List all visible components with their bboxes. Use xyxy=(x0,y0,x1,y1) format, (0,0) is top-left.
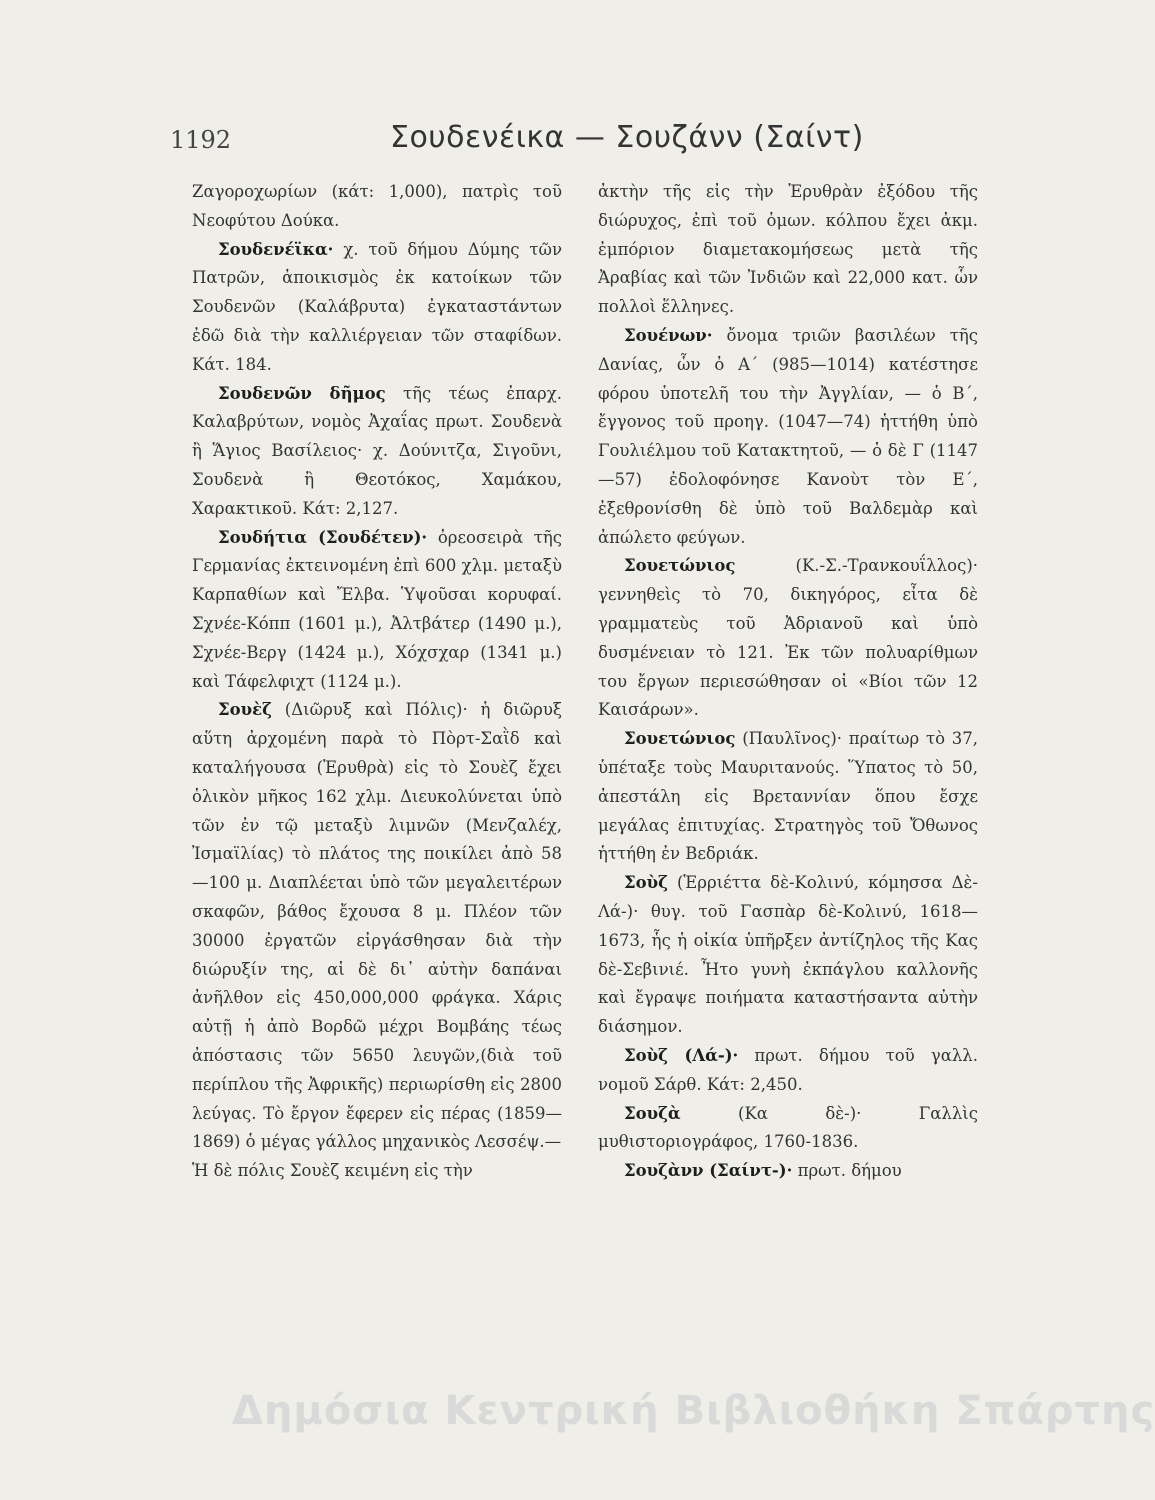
running-title: Σουδενέικα — Σουζάνν (Σαίντ) xyxy=(390,120,864,155)
page-number: 1192 xyxy=(170,126,232,154)
entry-headword: Σουδενέϊκα· xyxy=(218,239,334,259)
entry-headword: Σουετώνιος xyxy=(624,729,736,749)
right-column xyxy=(598,178,978,1186)
entry-text: (Παυλῖνος)· πραίτωρ τὸ 37, ὑπέταξε τοὺς Μαυριτανούς. Ὕπατος τὸ 50, ἀπεστάλη εἰς Βρεταννίαν ὅπου ἔσχε μεγάλας ἐπιτυχίας. Στρατηγὸς τοῦ Ὄθωνος ἡττήθη ἐν Βεδριάκ. xyxy=(598,729,978,864)
entry-paragraph xyxy=(598,1042,978,1100)
entry-text: χ. τοῦ δήμου Δύμης τῶν Πατρῶν, ἀποικισμὸς ἐκ κατοίκων τῶν Σουδενῶν (Καλάβρυτα) ἐγκαταστάντων ἐδῶ διὰ τὴν καλλιέργειαν τῶν σταφίδων. Κάτ. 184. xyxy=(192,239,563,374)
library-watermark: Δημόσια Κεντρική Βιβλιοθήκη Σπάρτης xyxy=(232,1388,1155,1434)
entry-text: τῆς τέως ἐπαρχ. Καλαβρύτων, νομὸς Ἀχαΐας πρωτ. Σουδενὰ ἢ Ἅγιος Βασίλειος· χ. Δούνιτζα, Σιγοῦνι, Σουδενὰ ἢ Θεοτόκος, Χαμάκου, Χαρακτικοῦ. Κάτ: 2,127. xyxy=(192,383,563,518)
entry-headword: Σοὺζ (Λά-)· xyxy=(624,1045,739,1065)
entry-paragraph xyxy=(598,178,978,322)
entry-text: πρωτ. δήμου τοῦ γαλλ. νομοῦ Σάρθ. Κάτ: 2,450. xyxy=(598,1045,978,1094)
entry-text: (Διῶρυξ καὶ Πόλις)· ἡ διῶρυξ αὕτη ἀρχομένη παρὰ τὸ Πὸρτ-Σαῒδ καὶ καταλήγουσα (Ἐρυθρὰ) εἰς τὸ Σουὲζ ἔχει ὁλικὸν μῆκος 162 χλμ. Διευκολύνεται ὑπὸ τῶν ἐν τῷ μεταξὺ λιμνῶν (Μενζαλέχ, Ἰσμαϊλίας) τὸ πλάτος της ποικίλει ἀπὸ 58—100 μ. Διαπλέεται ὑπὸ τῶν μεγαλειτέρων σκαφῶν, βάθος ἔχουσα 8 μ. Πλέον τῶν 30000 ἐργατῶν εἰργάσθησαν διὰ τὴν διώρυξίν της, αἱ δὲ δι᾽ αὐτὴν δαπάναι ἀνῆλθον εἰς 450,000,000 φράγκα. Χάρις αὐτῇ ἡ ἀπὸ Βορδῶ μέχρι Βομβάης τέως ἀπόστασις τῶν 5650 λευγῶν,(διὰ τοῦ περίπλου τῆς Ἀφρικῆς) περιωρίσθη εἰς 2800 λεύγας. Τὸ ἔργον ἔφερεν εἰς πέρας (1859—1869) ὁ μέγας γάλλος μηχανικὸς Λεσσέψ.— xyxy=(192,700,562,1152)
entry-paragraph xyxy=(192,236,562,380)
entry-headword: Σουζὰ xyxy=(624,1103,681,1123)
entry-headword: Σουένων· xyxy=(624,325,713,345)
entry-paragraph xyxy=(192,380,562,524)
entry-text: πρωτ. δήμου xyxy=(797,1161,902,1181)
entry-headword: Σοὺζ xyxy=(624,873,668,893)
entry-paragraph xyxy=(598,322,978,552)
entry-paragraph xyxy=(192,1157,562,1186)
entry-headword: Σουετώνιος xyxy=(624,556,736,576)
entry-text: (Ἑρριέττα δὲ-Κολινύ, κόμησσα Δὲ-Λά-)· θυγ. τοῦ Γασπὰρ δὲ-Κολινύ, 1618—1673, ἧς ἡ οἰκία ὑπῆρξεν ἀντίζηλος τῆς Κας δὲ-Σεβινιέ. Ἦτο γυνὴ ἐκπάγλου καλλονῆς καὶ ἔγραψε ποιήματα καταστήσαντα αὐτὴν διάσημον. xyxy=(598,873,978,1037)
entry-headword: Σουδήτια (Σουδέτεν)· xyxy=(218,527,428,547)
entry-text: Ζαγοροχωρίων (κάτ: 1,000), πατρὶς τοῦ Νεοφύτου Δούκα. xyxy=(192,182,562,230)
entry-paragraph xyxy=(598,869,978,1042)
entry-paragraph xyxy=(192,178,562,236)
entry-text: Ἡ δὲ πόλις Σουὲζ κειμένη εἰς τὴν xyxy=(192,1161,473,1181)
entry-text: ἀκτὴν τῆς εἰς τὴν Ἐρυθρὰν ἐξόδου τῆς διώρυχος, ἐπὶ τοῦ ὁμων. κόλπου ἔχει ἀκμ. ἐμπόριον διαμετακομήσεως μετὰ τῆς Ἀραβίας καὶ τῶν Ἰνδιῶν καὶ 22,000 κατ. ὧν πολλοὶ ἕλληνες. xyxy=(598,182,978,317)
entry-paragraph xyxy=(598,1100,978,1158)
entry-headword: Σουζὰνν (Σαίντ-)· xyxy=(624,1161,793,1181)
entry-paragraph xyxy=(192,696,562,1157)
entry-paragraph xyxy=(598,1157,978,1186)
left-column xyxy=(192,178,562,1186)
entry-headword: Σουὲζ xyxy=(218,700,272,720)
entry-paragraph xyxy=(598,725,978,869)
entry-paragraph xyxy=(598,552,978,725)
entry-text: (Κα δὲ-)· Γαλλὶς μυθιστοριογράφος, 1760-1836. xyxy=(598,1103,978,1152)
entry-text: (Κ.-Σ.-Τρανκουΐλλος)· γεννηθεὶς τὸ 70, δικηγόρος, εἶτα δὲ γραμματεὺς τοῦ Ἀδριανοῦ καὶ ὑπὸ δυσμένειαν τὸ 121. Ἐκ τῶν πολυαρίθμων του ἔργων περιεσώθησαν οἱ «Βίοι τῶν 12 Καισάρων». xyxy=(598,556,978,720)
entry-paragraph xyxy=(192,524,562,697)
entry-headword: Σουδενῶν δῆμος xyxy=(218,383,386,403)
entry-text: ὀρεοσειρὰ τῆς Γερμανίας ἐκτεινομένη ἐπὶ 600 χλμ. μεταξὺ Καρπαθίων καὶ Ἔλβα. Ὑψοῦσαι κορυφαί. Σχνέε-Κόππ (1601 μ.), Ἀλτβάτερ (1490 μ.), Σχνέε-Βεργ (1424 μ.), Χόχσχαρ (1341 μ.) καὶ Τάφελφιχτ (1124 μ.). xyxy=(192,527,562,691)
entry-text: ὄνομα τριῶν βασιλέων τῆς Δανίας, ὧν ὁ Α΄ (985—1014) κατέστησε φόρου ὑποτελῆ του τὴν Ἀγγλίαν, — ὁ Β΄, ἔγγονος τοῦ προηγ. (1047—74) ἡττήθη ὑπὸ Γουλιέλμου τοῦ Κατακτητοῦ, — ὁ δὲ Γ (1147—57) ἐδολοφόνησε Κανοὺτ τὸν Ε΄, ἐξεθρονίσθη δὲ ὑπὸ τοῦ Βαλδεμὰρ καὶ ἀπώλετο φεύγων. xyxy=(598,325,978,547)
